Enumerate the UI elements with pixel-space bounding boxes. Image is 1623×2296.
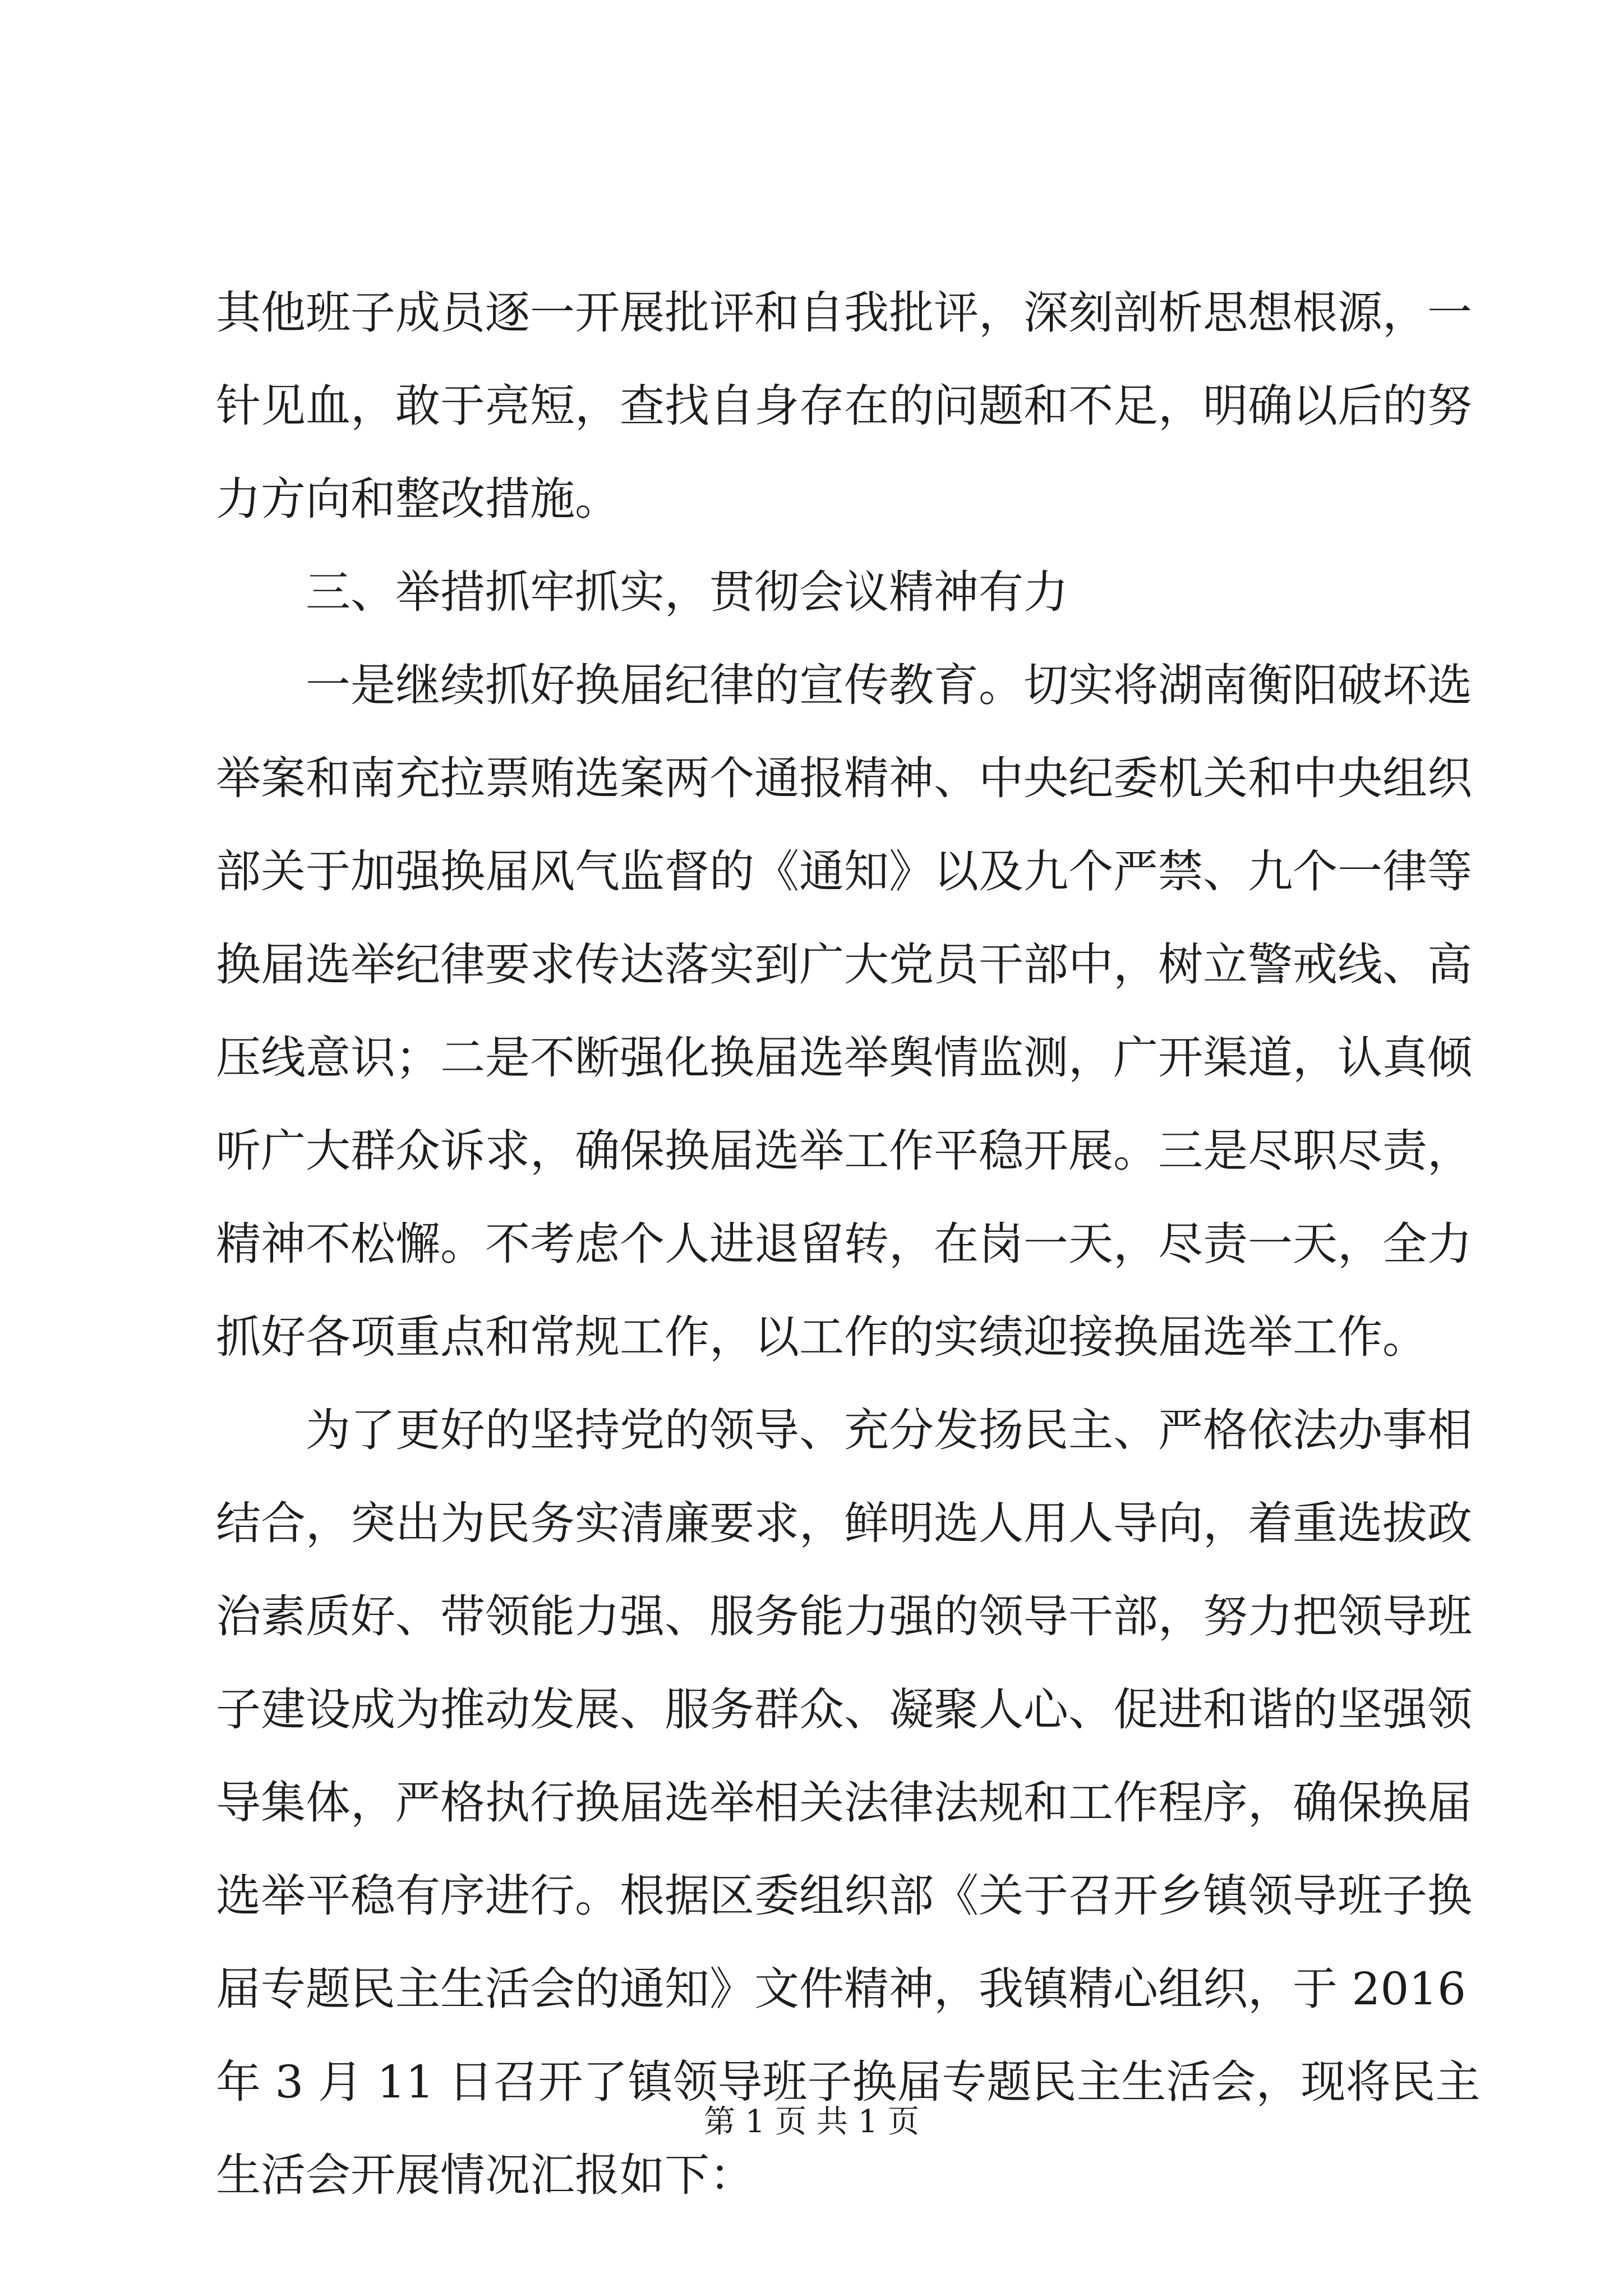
page-number: 第 1 页 共 1 页 (703, 2104, 920, 2140)
text-line: 听广大群众诉求，确保换届选举工作平稳开展。三是尽职尽责， (216, 1125, 1472, 1177)
text-line: 选举平稳有序进行。根据区委组织部《关于召开乡镇领导班子换 (216, 1870, 1472, 1922)
paragraph (216, 639, 1472, 1384)
text-line: 为了更好的坚持党的领导、充分发扬民主、严格依法办事相 (306, 1404, 1472, 1456)
text-line: 力方向和整改措施。 (216, 473, 620, 525)
text-line: 压线意识；二是不断强化换届选举舆情监测，广开渠道，认真倾 (216, 1032, 1472, 1084)
text-line: 结合，突出为民务实清廉要求，鲜明选人用人导向，着重选拔政 (216, 1497, 1472, 1549)
heading-line: 三、举措抓牢抓实，贯彻会议精神有力 (306, 566, 1068, 618)
text-line: 一是继续抓好换届纪律的宣传教育。切实将湖南衡阳破坏选 (306, 659, 1472, 711)
text-line: 生活会开展情况汇报如下： (216, 2149, 754, 2201)
text-line: 抓好各项重点和常规工作，以工作的实绩迎接换届选举工作。 (216, 1311, 1427, 1363)
text-line: 导集体，严格执行换届选举相关法律法规和工作程序，确保换届 (216, 1777, 1472, 1829)
text-line: 换届选举纪律要求传达落实到广大党员干部中，树立警戒线、高 (216, 938, 1472, 991)
text-line: 部关于加强换届风气监督的《通知》以及九个严禁、九个一律等 (216, 845, 1472, 898)
document-body (216, 266, 1481, 2222)
text-line: 针见血，敢于亮短，查找自身存在的问题和不足，明确以后的努 (216, 380, 1472, 432)
page-footer (0, 2097, 1623, 2142)
text-line: 举案和南充拉票贿选案两个通报精神、中央纪委机关和中央组织 (216, 752, 1472, 804)
text-line: 其他班子成员逐一开展批评和自我批评，深刻剖析思想根源，一 (216, 287, 1472, 339)
text-line: 治素质好、带领能力强、服务能力强的领导干部，努力把领导班 (216, 1590, 1472, 1642)
text-line: 年 3 月 11 日召开了镇领导班子换届专题民主生活会，现将民主 (216, 2056, 1481, 2108)
paragraph (216, 266, 1472, 546)
paragraph (216, 1384, 1481, 2222)
text-line: 子建设成为推动发展、服务群众、凝聚人心、促进和谐的坚强领 (216, 1683, 1472, 1736)
section-heading (216, 546, 1422, 639)
text-line: 届专题民主生活会的通知》文件精神，我镇精心组织，于 2016 (216, 1963, 1467, 2015)
text-line: 精神不松懈。不考虑个人进退留转，在岗一天，尽责一天，全力 (216, 1218, 1472, 1270)
